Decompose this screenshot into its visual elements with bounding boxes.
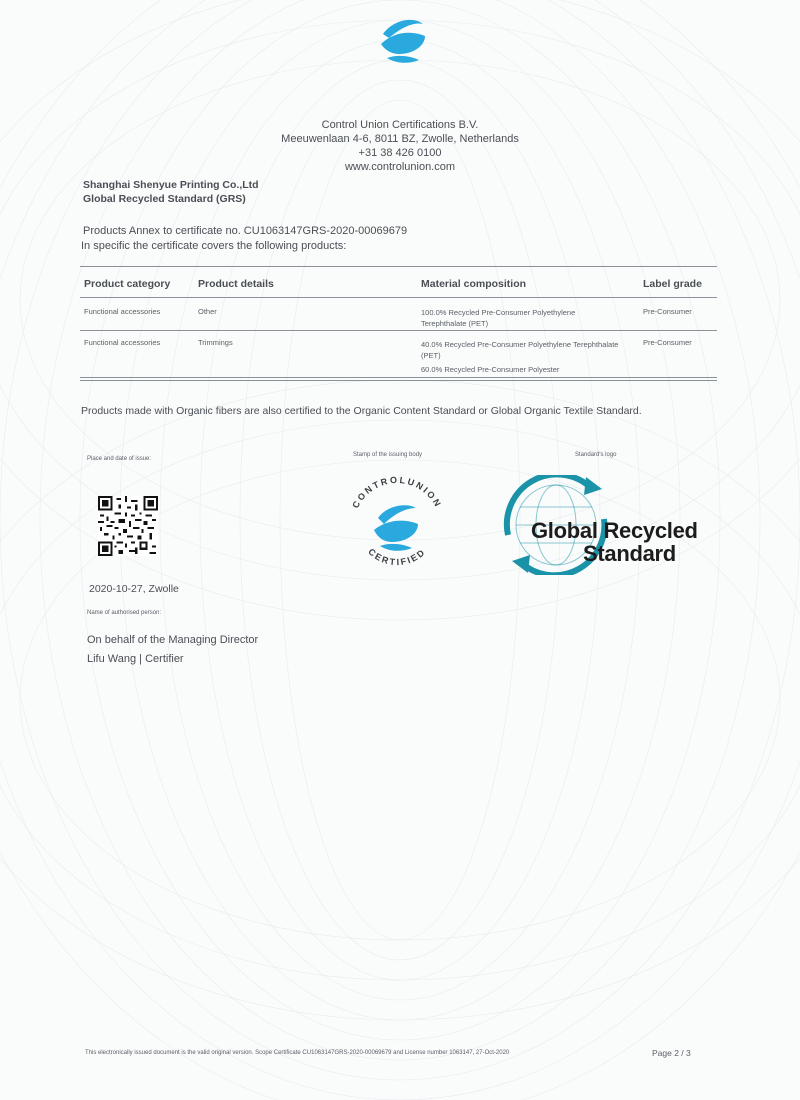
svg-text:CONTROLUNION — [350, 475, 443, 510]
issuer-block — [0, 118, 800, 174]
annex-intro — [83, 224, 407, 254]
annex-line-2: In specific the certificate covers the following products: — [81, 240, 347, 252]
table-row — [80, 298, 717, 330]
issuer-website: www.controlunion.com — [344, 161, 456, 173]
table-header — [80, 267, 717, 297]
holder-standard: Global Recycled Standard (GRS) — [83, 193, 246, 205]
row-grade: Pre-Consumer — [643, 338, 692, 347]
stamp-label: Stamp of the issuing body — [353, 452, 423, 458]
page-number: Page 2 / 3 — [652, 1048, 691, 1058]
footer-note: This electronically issued document is the valid original version. Scope Certificate CU1063147GRS-2020-00069679 and License number 1063147, 27-Oct-2020 — [85, 1050, 510, 1056]
header-product-category: Product category — [84, 278, 171, 290]
row-category: Functional accessories — [84, 307, 161, 316]
qr-code-icon — [98, 496, 158, 556]
signatory-line-1: On behalf of the Managing Director — [87, 634, 259, 646]
stamp-top-text: CONTROLUNION — [350, 474, 444, 510]
table-bottom-rule — [80, 377, 717, 378]
row-composition-2: 60.0% Recycled Pre-Consumer Polyester — [421, 365, 560, 374]
header-material-composition: Material composition — [421, 278, 527, 290]
row-details: Trimmings — [198, 338, 233, 347]
standards-logo-label: Standard's logo — [575, 452, 617, 458]
grs-logo-line-2: Standard — [583, 541, 676, 566]
row-category: Functional accessories — [84, 338, 161, 347]
products-table — [80, 266, 717, 381]
annex-line-1: Products Annex to certificate no. CU1063147GRS-2020-00069679 — [83, 225, 408, 237]
organic-note: Products made with Organic fibers are also certified to the Organic Content Standard or Global Organic Textile Standard. — [81, 405, 642, 417]
stamp-bottom-text: CERTIFIED — [366, 546, 428, 568]
certificate-holder — [83, 178, 259, 206]
issuer-phone: +31 38 426 0100 — [358, 147, 442, 159]
issuer-address: Meeuwenlaan 4-6, 8011 BZ, Zwolle, Netherlands — [281, 133, 519, 145]
grs-logo-line-1: Global Recycled — [531, 518, 698, 543]
authorised-person-label: Name of authorised person: — [87, 610, 162, 616]
header-product-details: Product details — [198, 278, 274, 290]
control-union-logo-icon — [379, 14, 427, 66]
signatory-line-2: Lifu Wang | Certifier — [87, 653, 184, 665]
row-composition: 40.0% Recycled Pre-Consumer Polyethylene Terephthalate (PET) — [421, 340, 619, 360]
issuer-name: Control Union Certifications B.V. — [321, 119, 479, 131]
issue-date: 2020-10-27, Zwolle — [89, 583, 179, 595]
row-details: Other — [198, 307, 217, 316]
signatory-block — [87, 631, 258, 669]
row-composition: 100.0% Recycled Pre-Consumer Polyethylene Terephthalate (PET) — [421, 308, 576, 328]
table-row — [80, 331, 717, 377]
holder-company: Shanghai Shenyue Printing Co.,Ltd — [83, 179, 259, 191]
control-union-certified-stamp-icon — [340, 468, 454, 576]
header-label-grade: Label grade — [643, 278, 702, 290]
table-bottom-rule-2 — [80, 380, 717, 381]
place-date-label: Place and date of issue: — [87, 456, 152, 462]
row-grade: Pre-Consumer — [643, 307, 692, 316]
